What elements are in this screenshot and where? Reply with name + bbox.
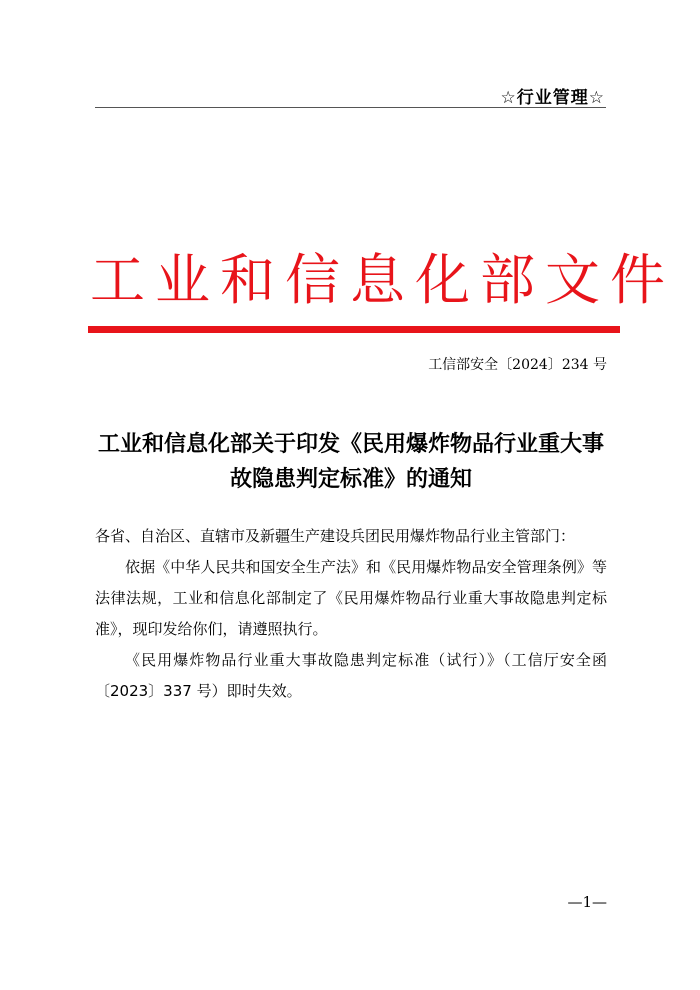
body-paragraph-1: 依据《中华人民共和国安全生产法》和《民用爆炸物品安全管理条例》等法律法规，工业和信息化部制定了《民用爆炸物品行业重大事故隐患判定标准》，现印发给你们，请遵照执行。 bbox=[95, 558, 607, 638]
page-number: —1— bbox=[567, 893, 607, 911]
header-divider bbox=[95, 107, 606, 108]
document-number: 工信部安全〔2024〕234 号 bbox=[428, 357, 607, 373]
notice-body bbox=[95, 521, 607, 707]
body-paragraph-2: 《民用爆炸物品行业重大事故隐患判定标准（试行）》（工信厅安全函〔2023〕337 号）即时失效。 bbox=[95, 651, 607, 700]
category-tag: ☆行业管理☆ bbox=[500, 88, 605, 108]
issuer-title: 工业和信息化部文件 bbox=[90, 248, 676, 312]
salutation: 各省、自治区、直辖市及新疆生产建设兵团民用爆炸物品行业主管部门： bbox=[95, 527, 576, 545]
notice-title: 工业和信息化部关于印发《民用爆炸物品行业重大事故隐患判定标准》的通知 bbox=[97, 431, 604, 492]
red-divider bbox=[88, 326, 620, 333]
